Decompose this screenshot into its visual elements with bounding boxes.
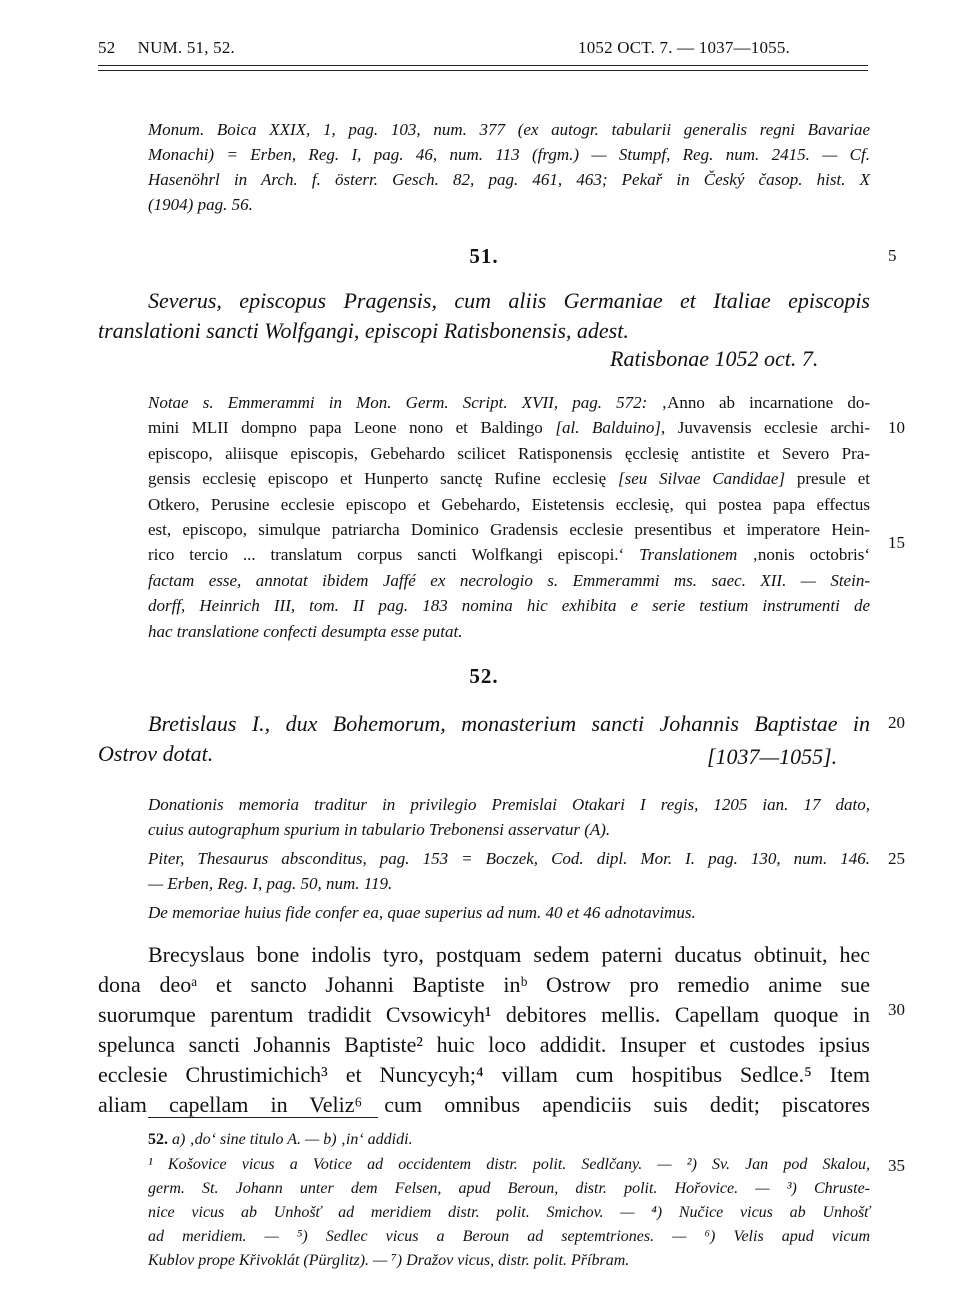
footnote-line: nice vicus ab Unhošť ad meridiem distr. polit. Smichov. — ⁴) Nučice vicus ab Unhošť [148,1204,870,1221]
notes-line: mini MLII dompno papa Leone nono et Baldingo [al. Balduino], Juvavensis ecclesie archi- [148,418,870,438]
running-head-date: 1052 OCT. 7. — 1037—1055. [578,38,790,57]
footnote-line: ¹ Košovice vicus a Votice ad occidentem distr. polit. Sedlčany. — ²) Sv. Jan pod Skalou, [148,1156,870,1173]
prior-notes [148,117,870,217]
notes-line: Otkero, Perusine ecclesie episcopo et Gebehardo, Eistetensis ecclesię, qui postea papa effectus [148,494,870,514]
footnote-line: Kublov prope Křivoklát (Pürglitz). — ⁷) Dražov vicus, distr. polit. Příbram. [148,1252,630,1269]
footnote-rule [148,1117,378,1118]
text-line: dona deoᵃ et sancto Johanni Baptiste inᵇ Ostrow pro remedio anime sue [98,972,870,997]
notes-line: dorff, Heinrich III, tom. II pag. 183 nomina hic exhibita e serie testium instrumenti de [148,596,870,616]
notes-line: cuius autographum spurium in tabulario Trebonensi asservatur (A). [148,820,611,839]
text-line: Brecyslaus bone indolis tyro, postquam sedem paterni ducatus obtinuit, hec [148,942,870,967]
text-line: ecclesie Chrustimichich³ et Nuncycyh;⁴ villam cum hospitibus Sedlce.⁵ Item [98,1062,870,1087]
doc-52-place-date: [1037—1055]. [707,744,838,769]
doc-51-number: 51. [469,244,499,268]
summary-line: translationi sancti Wolfgangi, episcopi Ratisbonensis, adest. [98,318,629,343]
doc-52-text [98,940,870,1120]
footnote-lead: 52. [148,1131,168,1148]
document-numbers: NUM. 51, 52. [137,38,235,57]
notes-line: hac translatione confecti desumpta esse putat. [148,621,463,641]
text-line: aliam capellam in Veliz⁶ cum omnibus apendiciis suis dedit; piscatores [98,1092,870,1117]
notes-line: est, episcopo, simulque patriarcha Dominico Gradensis ecclesie presentibus et imperatore Hein- [148,520,870,540]
summary-line: Ostrov dotat. [98,741,214,766]
line-number: 35 [888,1156,905,1175]
notes-line: Donationis memoria traditur in privilegio Premislai Otakari I regis, 1205 ian. 17 dato, [148,795,870,814]
notes-line: — Erben, Reg. I, pag. 50, num. 119. [148,874,393,893]
page-number: 52 [98,38,116,57]
line-number: 30 [888,1000,905,1019]
doc-52-bibliography [148,846,870,896]
doc-52-notes [148,792,870,842]
line-number: 10 [888,418,905,437]
line-number: 15 [888,533,905,552]
doc-52-remark [148,900,870,925]
prior-notes-line: Monum. Boica XXIX, 1, pag. 103, num. 377 (ex autogr. tabularii generalis regni Bavariae [148,120,870,139]
line-number: 5 [888,246,897,265]
doc-51-summary [98,286,870,346]
prior-notes-line: Monachi) = Erben, Reg. I, pag. 46, num. 113 (frgm.) — Stumpf, Reg. num. 2415. — Cf. [148,145,870,164]
notes-line: gensis ecclesię episcopo et Hunperto sanctę Rufine ecclesię [seu Silvae Candidae] presule et [148,469,870,489]
notes-line: factam esse, annotat ibidem Jaffé ex necrologio s. Emmerammi ms. saec. XII. — Stein- [148,570,870,590]
notes-line: episcopo, aliisque episcopis, Gebehardo scilicet Ratisponensis ęcclesię antistite et Severo Pra- [148,443,870,463]
footnote-line: germ. St. Johann unter dem Felsen, apud Beroun, distr. polit. Hořovice. — ³) Chruste- [148,1180,870,1197]
footnotes [148,1153,870,1273]
header-rule-top [98,65,868,66]
notes-line: rico tercio ... translatum corpus sancti Wolfkangi episcopi.‘ Translationem ‚nonis octobris‘ [148,545,870,565]
footnote-line: ad meridiem. — ⁵) Sedlec vicus a Beroun ad septemtriones. — ⁶) Velis apud vicum [148,1228,870,1245]
summary-line: Severus, episcopus Pragensis, cum aliis Germaniae et Italiae episcopis [148,288,870,313]
footnote-text: a) ‚do‘ sine titulo A. — b) ‚in‘ addidi. [172,1131,413,1148]
doc-51-place-date: Ratisbonae 1052 oct. 7. [610,346,819,371]
notes-line: Piter, Thesaurus absconditus, pag. 153 = Boczek, Cod. dipl. Mor. I. pag. 130, num. 146. [148,849,870,868]
line-number: 25 [888,849,905,868]
notes-line: De memoriae huius fide confer ea, quae superius ad num. 40 et 46 adnotavimus. [148,903,696,922]
line-number: 20 [888,713,905,732]
running-head [98,38,868,62]
doc-51-notes [148,390,870,644]
text-line: suorumque parentum tradidit Cvsowicyh¹ debitores mellis. Capellam quoque in [98,1002,870,1027]
footnote-first [148,1128,870,1152]
doc-52-number: 52. [469,664,499,688]
notes-line: Notae s. Emmerammi in Mon. Germ. Script. XVII, pag. 572: ‚Anno ab incarnatione do- [148,393,870,412]
header-rule-bottom [98,70,868,71]
text-line: spelunca sancti Johannis Baptiste² huic loco addidit. Insuper et custodes ipsius [98,1032,870,1057]
summary-line: Bretislaus I., dux Bohemorum, monasterium sancti Johannis Baptistae in [148,711,870,736]
prior-notes-line: (1904) pag. 56. [148,195,253,214]
prior-notes-line: Hasenöhrl in Arch. f. österr. Gesch. 82, pag. 461, 463; Pekař in Český časop. hist. X [148,170,870,189]
running-head-left [98,38,235,58]
